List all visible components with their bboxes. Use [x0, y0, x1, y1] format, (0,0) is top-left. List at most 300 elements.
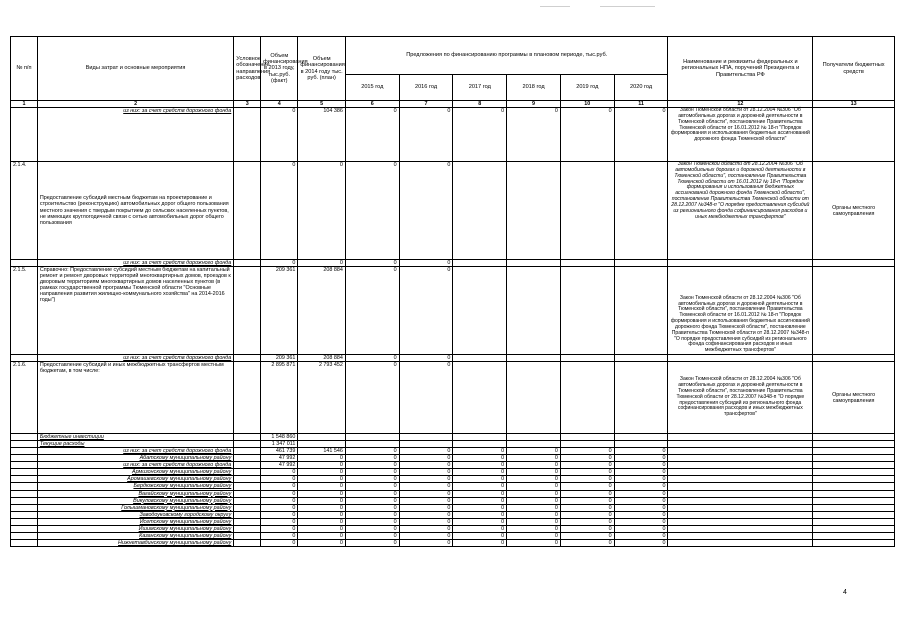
cell-year: 0 — [614, 469, 668, 476]
cell-2013: 0 — [261, 504, 298, 511]
table-row — [11, 525, 895, 532]
col-number: 10 — [560, 101, 614, 108]
row-label: Ишимскому муниципальному району — [37, 525, 233, 532]
cell-year: 0 — [453, 525, 507, 532]
cell-year: 0 — [560, 476, 614, 483]
header-proposals: Предложения по финансированию программы в плановом периоде, тыс.руб. — [345, 37, 668, 75]
empty-cell — [11, 525, 38, 532]
col-number: 3 — [234, 101, 261, 108]
cell-year: 0 — [345, 504, 399, 511]
cell-2013: 0 — [261, 497, 298, 504]
cell-2013: 2 895 871 — [261, 362, 298, 434]
cell-year: 0 — [453, 448, 507, 455]
cell-2013: 0 — [261, 260, 298, 267]
row-label: Абатскому муниципальному району — [37, 455, 233, 462]
cell-2014 — [298, 441, 346, 448]
cell-year: 0 — [399, 532, 453, 539]
cell-year: 0 — [453, 504, 507, 511]
cell-2016: 0 — [399, 108, 453, 162]
empty-cell — [668, 490, 813, 497]
cell-2020: 0 — [614, 108, 668, 162]
cell-year: 0 — [453, 497, 507, 504]
header-num: № п/п — [11, 37, 38, 101]
table-row — [11, 490, 895, 497]
table-row — [11, 462, 895, 469]
empty-cell — [813, 476, 895, 483]
cell-2013: 209 361 — [261, 355, 298, 362]
empty-cell — [813, 504, 895, 511]
cell-year: 0 — [507, 532, 561, 539]
empty-cell — [813, 532, 895, 539]
cell-2016: 0 — [399, 162, 453, 260]
empty-cell — [668, 525, 813, 532]
cell-year: 0 — [453, 469, 507, 476]
district-rows — [11, 434, 895, 547]
cell-year: 0 — [453, 511, 507, 518]
cell-year: 0 — [345, 448, 399, 455]
cell-year: 0 — [507, 483, 561, 490]
row-label: Бюджетные инвестиции — [37, 434, 233, 441]
cell-year: 0 — [507, 539, 561, 546]
cell-year: 0 — [560, 448, 614, 455]
cell-year: 0 — [614, 455, 668, 462]
cell-2014: 0 — [298, 504, 346, 511]
cell-year: 0 — [614, 497, 668, 504]
cell-year: 0 — [507, 504, 561, 511]
cell-year: 0 — [345, 497, 399, 504]
empty-cell — [668, 469, 813, 476]
row-label: Викуловскому муниципальному району — [37, 497, 233, 504]
header-vol-2014: Объем финансирования в 2014 году тыс. руб. (план) — [298, 37, 346, 101]
empty-cell — [234, 483, 261, 490]
table-row — [11, 362, 895, 434]
cell-year: 0 — [399, 462, 453, 469]
col-number: 6 — [345, 101, 399, 108]
cell-year: 0 — [507, 476, 561, 483]
empty-cell — [813, 525, 895, 532]
cell-year — [399, 434, 453, 441]
empty-cell — [668, 532, 813, 539]
empty-cell — [668, 462, 813, 469]
empty-cell — [813, 490, 895, 497]
cell-2013: 1 347 011 — [261, 441, 298, 448]
cell-year: 0 — [399, 483, 453, 490]
cell-year: 0 — [614, 518, 668, 525]
row-label: Исетскому муниципальному району — [37, 518, 233, 525]
cell-year: 0 — [399, 539, 453, 546]
empty-cell — [234, 476, 261, 483]
cell-2015: 0 — [345, 162, 399, 260]
empty-cell — [668, 441, 813, 448]
cell-2014: 0 — [298, 455, 346, 462]
table-row — [11, 511, 895, 518]
row-number: 2.1.6. — [11, 362, 38, 434]
scan-mark — [600, 6, 655, 7]
cell-2013: 0 — [261, 162, 298, 260]
row-label: Вагайскому муниципальному району — [37, 490, 233, 497]
empty-cell — [234, 448, 261, 455]
empty-cell — [234, 539, 261, 546]
cell-year: 0 — [560, 469, 614, 476]
cell-2013: 461 739 — [261, 448, 298, 455]
cell-2013: 0 — [261, 518, 298, 525]
cell-year — [560, 434, 614, 441]
npa-text: Закон Тюменской области от 28.12.2004 №306 "Об автомобильных дорогах и дорожной деятельности в Тюменской области", постановление Правительства Тюменской области от 16.01.2012 № 18-п "Порядок формирования и использования бюджетных ассигнований дорожного фонда Тюменской области", постановление Правительства Тюменской области от 28.12.2007 №348-п "О порядке предоставления субсидий из регионального фонда софинансирования расходов и иных межбюджетных трансфертов" — [668, 267, 813, 355]
cell-2015: 0 — [345, 362, 399, 434]
cell-year — [345, 434, 399, 441]
empty-cell — [11, 476, 38, 483]
empty-cell — [813, 441, 895, 448]
cell-year: 0 — [560, 518, 614, 525]
page-number: 4 — [843, 589, 847, 596]
empty-cell — [11, 448, 38, 455]
cell-year: 0 — [345, 532, 399, 539]
cell-2014: 0 — [298, 476, 346, 483]
table-row — [11, 434, 895, 441]
row-label: Справочно: Предоставление субсидий местным бюджетам на капитальный ремонт и ремонт дворовых территорий многоквартирных домов, проездов к дворовым территориям многоквартирных домов населенных пунктов (в рамках государственной программы Тюменской области "Основные направления развития жилищно-коммунального хозяйства" на 2014-2016 годы") — [37, 267, 233, 355]
cell-2014: 208 884 — [298, 355, 346, 362]
recipient-text: Органы местного самоуправления — [813, 162, 895, 260]
empty-cell — [234, 525, 261, 532]
header-year: 2017 год — [453, 75, 507, 101]
cell-year: 0 — [507, 518, 561, 525]
cell-year: 0 — [345, 525, 399, 532]
row-label: из них: за счет средств дорожного фонда — [37, 448, 233, 455]
cell-year: 0 — [399, 448, 453, 455]
cell-2016: 0 — [399, 355, 453, 362]
cell-year: 0 — [507, 462, 561, 469]
cell-year: 0 — [453, 518, 507, 525]
table-row — [11, 518, 895, 525]
empty-cell — [668, 504, 813, 511]
cell-2013: 0 — [261, 483, 298, 490]
cell-year: 0 — [560, 539, 614, 546]
npa-text: Закон Тюменской области от 28.12.2004 №306 "Об автомобильных дорогах и дорожной деятельности в Тюменской области", постановление Правительства Тюменской области от 16.01.2012 № 18-п "Порядок формирования и использования бюджетных ассигнований дорожного фонда Тюменской области", постановление Правительства Тюменской области от 28.12.2007 №348-п "О порядке предоставления субсидий из регионального фонда софинансирования расходов и иных межбюджетных трансфертов" — [668, 162, 813, 260]
cell-year: 0 — [345, 511, 399, 518]
cell-year — [453, 434, 507, 441]
cell-year: 0 — [614, 504, 668, 511]
cell-year: 0 — [399, 476, 453, 483]
cell-2013: 0 — [261, 525, 298, 532]
header-cond: Условное обозначение направления расходов — [234, 37, 261, 101]
cell-year: 0 — [399, 497, 453, 504]
table-row — [11, 539, 895, 546]
row-label: Предоставление субсидий местным бюджетам на проектирование и строительство (реконструкцию) автомобильных дорог общего пользования местного значения с твердым покрытием до сельских населенных пунктов, не имеющих круглогодичной связи с сетью автомобильных дорог общего пользования — [37, 162, 233, 260]
cell-year: 0 — [560, 532, 614, 539]
cell-year: 0 — [507, 448, 561, 455]
cell-2017: 0 — [453, 108, 507, 162]
cell-2014: 0 — [298, 260, 346, 267]
row-label: Нижнетавдинскому муниципальному району — [37, 539, 233, 546]
table-row — [11, 469, 895, 476]
cell-2014: 0 — [298, 483, 346, 490]
row-label: Текущие расходы — [37, 441, 233, 448]
cell-year: 0 — [507, 490, 561, 497]
cell-2015: 0 — [345, 267, 399, 355]
row-label: из них: за счет средств дорожного фонда — [37, 260, 233, 267]
header-year: 2018 год — [507, 75, 561, 101]
empty-cell — [11, 497, 38, 504]
col-number: 13 — [813, 101, 895, 108]
empty-cell — [668, 483, 813, 490]
col-number: 12 — [668, 101, 813, 108]
col-number: 8 — [453, 101, 507, 108]
empty-cell — [234, 455, 261, 462]
cell-year — [507, 434, 561, 441]
header-year: 2016 год — [399, 75, 453, 101]
cell-2014: 0 — [298, 518, 346, 525]
cell-2013: 0 — [261, 539, 298, 546]
cell-2014: 0 — [298, 490, 346, 497]
empty-cell — [11, 539, 38, 546]
cell-year: 0 — [399, 455, 453, 462]
empty-cell — [11, 462, 38, 469]
cell-year — [507, 441, 561, 448]
empty-cell — [11, 469, 38, 476]
cell-2014: 0 — [298, 469, 346, 476]
cell-2014: 2 793 452 — [298, 362, 346, 434]
cell-2013: 0 — [261, 532, 298, 539]
empty-cell — [813, 455, 895, 462]
cell-year: 0 — [453, 462, 507, 469]
cell-year: 0 — [453, 539, 507, 546]
empty-cell — [234, 511, 261, 518]
npa-text: Закон Тюменской области от 28.12.2004 №306 "Об автомобильных дорогах и дорожной деятельности в Тюменской области", постановление Правительства Тюменской области от 16.01.2012 № 18-п "Порядок формирования и использования бюджетных ассигнований дорожного фонда Тюменской области" — [668, 108, 813, 162]
cell-year — [560, 441, 614, 448]
empty-cell — [668, 434, 813, 441]
empty-cell — [234, 497, 261, 504]
header-recipients: Получатели бюджетных средств — [813, 37, 895, 101]
cell-year: 0 — [399, 518, 453, 525]
empty-cell — [813, 469, 895, 476]
row-label: Казанскому муниципальному району — [37, 532, 233, 539]
cell-year — [453, 441, 507, 448]
empty-cell — [11, 441, 38, 448]
table-row — [11, 108, 895, 162]
cell-year: 0 — [345, 539, 399, 546]
row-label: Армизонскому муниципальному району — [37, 469, 233, 476]
cell-year: 0 — [453, 483, 507, 490]
row-label: из них: за счет средств дорожного фонда — [37, 355, 233, 362]
empty-cell — [11, 483, 38, 490]
cell-2013: 209 361 — [261, 267, 298, 355]
empty-cell — [813, 462, 895, 469]
empty-cell — [11, 455, 38, 462]
cell-2014 — [298, 434, 346, 441]
row-label: из них: за счет средств дорожного фонда — [37, 462, 233, 469]
row-label: Голышмановскому муниципальному району — [37, 504, 233, 511]
cell-year: 0 — [453, 490, 507, 497]
cell-2013: 1 548 860 — [261, 434, 298, 441]
cell-2014: 104 386 — [298, 108, 346, 162]
cell-2015: 0 — [345, 260, 399, 267]
cell-year: 0 — [345, 455, 399, 462]
cell-2018: 0 — [507, 108, 561, 162]
cell-year: 0 — [560, 511, 614, 518]
header-year: 2015 год — [345, 75, 399, 101]
cell-2015: 0 — [345, 355, 399, 362]
empty-cell — [813, 448, 895, 455]
cell-year: 0 — [560, 462, 614, 469]
row-label: Аромашевскому муниципальному району — [37, 476, 233, 483]
cell-year: 0 — [399, 511, 453, 518]
cell-year: 0 — [399, 490, 453, 497]
header-year: 2020 год — [614, 75, 668, 101]
empty-cell — [813, 511, 895, 518]
cell-year: 0 — [345, 476, 399, 483]
cell-year: 0 — [399, 469, 453, 476]
cell-year: 0 — [507, 455, 561, 462]
cell-year: 0 — [453, 532, 507, 539]
empty-cell — [234, 469, 261, 476]
row-label: Предоставление субсидий и иных межбюджетных трансфертов местным бюджетам, в том числе: — [37, 362, 233, 434]
empty-cell — [813, 539, 895, 546]
cell-2016: 0 — [399, 260, 453, 267]
cell-year: 0 — [614, 448, 668, 455]
cell-year: 0 — [614, 483, 668, 490]
cell-2014: 0 — [298, 525, 346, 532]
cell-2014: 141 546 — [298, 448, 346, 455]
empty-cell — [668, 539, 813, 546]
table-row — [11, 497, 895, 504]
table-row — [11, 504, 895, 511]
budget-table-sheet — [10, 36, 895, 547]
cell-year: 0 — [453, 476, 507, 483]
empty-cell — [11, 532, 38, 539]
cell-2014: 208 884 — [298, 267, 346, 355]
cell-2014: 0 — [298, 511, 346, 518]
cell-year: 0 — [399, 525, 453, 532]
cell-year: 0 — [614, 539, 668, 546]
row-label: Бердюжскому муниципальному району — [37, 483, 233, 490]
cell-year: 0 — [560, 504, 614, 511]
empty-cell — [234, 518, 261, 525]
empty-cell — [668, 518, 813, 525]
empty-cell — [11, 504, 38, 511]
table-row — [11, 267, 895, 355]
row-label: из них: за счет средств дорожного фонда — [37, 108, 233, 162]
cell-2016: 0 — [399, 362, 453, 434]
table-row — [11, 483, 895, 490]
empty-cell — [813, 483, 895, 490]
col-number: 5 — [298, 101, 346, 108]
table-row — [11, 532, 895, 539]
table-row — [11, 455, 895, 462]
empty-cell — [11, 434, 38, 441]
cell-2014: 0 — [298, 462, 346, 469]
header-vol-2013: Объем финансирования в 2013 году, тыс.руб. (факт) — [261, 37, 298, 101]
empty-cell — [234, 504, 261, 511]
cell-year: 0 — [614, 532, 668, 539]
col-number: 9 — [507, 101, 561, 108]
empty-cell — [11, 490, 38, 497]
cell-2013: 0 — [261, 490, 298, 497]
empty-cell — [234, 532, 261, 539]
empty-cell — [668, 497, 813, 504]
cell-2019: 0 — [560, 108, 614, 162]
empty-cell — [11, 518, 38, 525]
col-number: 4 — [261, 101, 298, 108]
cell-year: 0 — [614, 476, 668, 483]
table-row — [11, 355, 895, 362]
cell-2013: 47 992 — [261, 455, 298, 462]
cell-year: 0 — [507, 497, 561, 504]
row-label: Заводоуковскому городскому округу — [37, 511, 233, 518]
table-row — [11, 476, 895, 483]
table-row — [11, 260, 895, 267]
empty-cell — [668, 455, 813, 462]
npa-text: Закон Тюменской области от 28.12.2004 №306 "Об автомобильных дорогах и дорожной деятельности в Тюменской области", постановление Правительства Тюменской области от 28.12.2007 №348-п "О порядке предоставления субсидий из регионального фонда софинансирования расходов и иных межбюджетных трансфертов" — [668, 362, 813, 434]
row-number: 2.1.5. — [11, 267, 38, 355]
table-row — [11, 441, 895, 448]
col-number: 1 — [11, 101, 38, 108]
empty-cell — [234, 490, 261, 497]
cell-year: 0 — [345, 462, 399, 469]
col-number: 7 — [399, 101, 453, 108]
cell-year: 0 — [560, 483, 614, 490]
cell-year: 0 — [614, 511, 668, 518]
header-npa: Наименование и реквизиты федеральных и региональных НПА, поручений Президента и Правительства РФ — [668, 37, 813, 101]
empty-cell — [668, 476, 813, 483]
cell-year — [614, 434, 668, 441]
table-row — [11, 162, 895, 260]
cell-year: 0 — [614, 490, 668, 497]
cell-year — [614, 441, 668, 448]
cell-2014: 0 — [298, 539, 346, 546]
empty-cell — [813, 518, 895, 525]
empty-cell — [234, 434, 261, 441]
cell-year: 0 — [560, 490, 614, 497]
header-year: 2019 год — [560, 75, 614, 101]
cell-year: 0 — [345, 518, 399, 525]
col-number: 2 — [37, 101, 233, 108]
cell-year — [399, 441, 453, 448]
table-row — [11, 448, 895, 455]
empty-cell — [668, 448, 813, 455]
cell-2013: 0 — [261, 108, 298, 162]
empty-cell — [234, 462, 261, 469]
cell-year: 0 — [507, 511, 561, 518]
cell-year: 0 — [399, 504, 453, 511]
cell-year: 0 — [560, 525, 614, 532]
cell-2013: 0 — [261, 476, 298, 483]
cell-year: 0 — [507, 525, 561, 532]
cell-year: 0 — [453, 455, 507, 462]
header-kinds: Виды затрат и основные мероприятия — [37, 37, 233, 101]
empty-cell — [11, 511, 38, 518]
cell-2016: 0 — [399, 267, 453, 355]
cell-2014: 0 — [298, 497, 346, 504]
cell-year: 0 — [614, 462, 668, 469]
recipient-text: Органы местного самоуправления — [813, 362, 895, 434]
cell-year: 0 — [345, 490, 399, 497]
cell-year: 0 — [614, 525, 668, 532]
empty-cell — [234, 441, 261, 448]
cell-year: 0 — [345, 469, 399, 476]
cell-2014: 0 — [298, 532, 346, 539]
cell-2013: 0 — [261, 469, 298, 476]
cell-2014: 0 — [298, 162, 346, 260]
empty-cell — [813, 434, 895, 441]
cell-year: 0 — [560, 497, 614, 504]
cell-year: 0 — [560, 455, 614, 462]
cell-2013: 0 — [261, 511, 298, 518]
budget-table — [10, 36, 895, 547]
empty-cell — [668, 511, 813, 518]
cell-year: 0 — [507, 469, 561, 476]
row-number: 2.1.4. — [11, 162, 38, 260]
scan-mark — [540, 6, 570, 7]
